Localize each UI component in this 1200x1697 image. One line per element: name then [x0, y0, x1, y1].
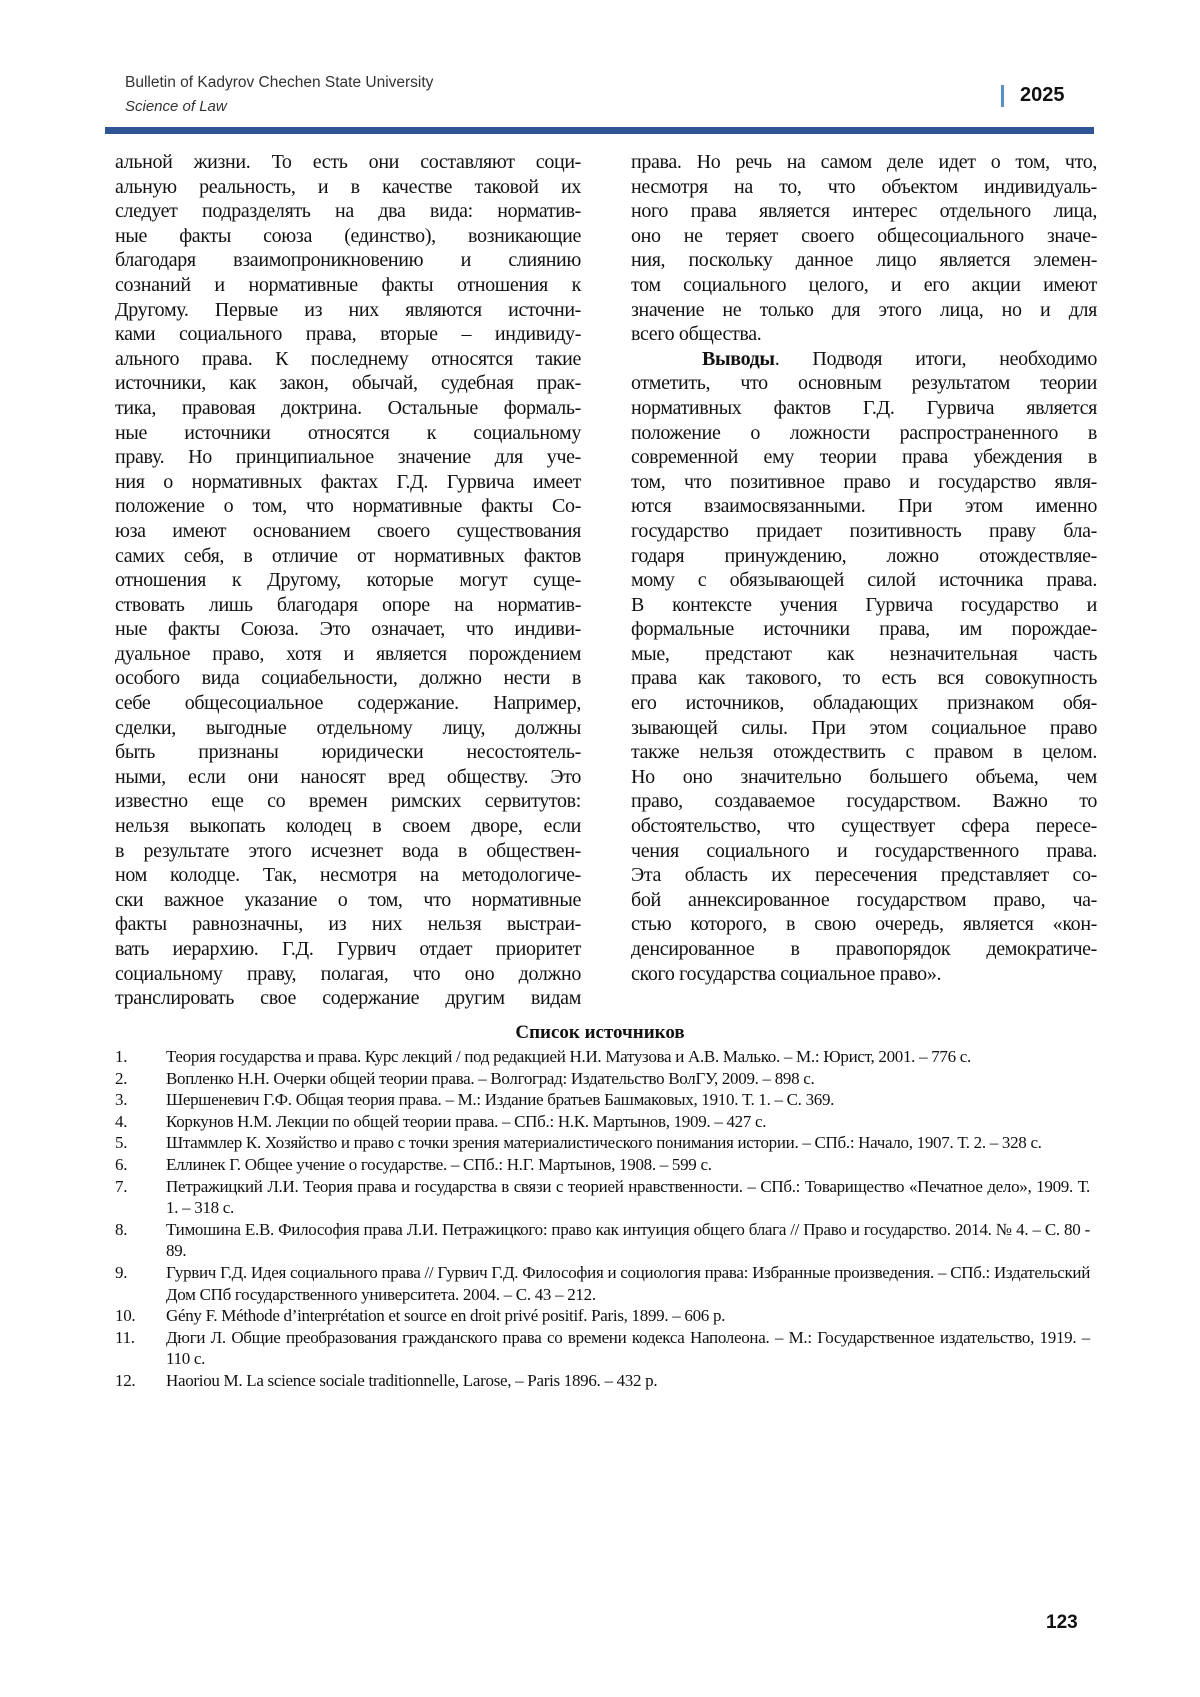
reference-number: 11. — [115, 1327, 166, 1370]
text-line: несмотря на то, что объектом индивидуаль- — [631, 175, 1097, 200]
text-line: ного права является интерес отдельного лица, — [631, 199, 1097, 224]
right-column — [631, 150, 1097, 986]
journal-year: 2025 — [1020, 84, 1065, 107]
text-line: ные источники относятся к социальному — [115, 421, 581, 446]
text-line: современной ему теории права убеждения в — [631, 445, 1097, 470]
text-line: денсированное в правопорядок демократиче- — [631, 937, 1097, 962]
text-line: следует подразделять на два вида: норматив- — [115, 199, 581, 224]
reference-number: 6. — [115, 1154, 166, 1176]
reference-item — [115, 1219, 1090, 1262]
text-line: себе общесоциальное содержание. Например, — [115, 691, 581, 716]
text-line: значение не только для этого лица, но и для — [631, 298, 1097, 323]
reference-item — [115, 1262, 1090, 1305]
reference-number: 10. — [115, 1305, 166, 1327]
text-line: Эта область их пересечения представляет со- — [631, 863, 1097, 888]
text-line: ными, если они наносят вред обществу. Это — [115, 765, 581, 790]
reference-number: 7. — [115, 1176, 166, 1219]
text-line: быть признаны юридически несостоятель- — [115, 740, 581, 765]
reference-item — [115, 1176, 1090, 1219]
references-list — [115, 1046, 1090, 1392]
text-line: государство придает позитивность праву бла- — [631, 519, 1097, 544]
reference-number: 1. — [115, 1046, 166, 1068]
text-line: вать иерархию. Г.Д. Гурвич отдает приоритет — [115, 937, 581, 962]
reference-text: Haoriou M. La science sociale traditionnelle, Larose, – Paris 1896. – 432 p. — [166, 1370, 1090, 1392]
text-line: том, что позитивное право и государство явля- — [631, 470, 1097, 495]
text-line: том социального целого, и его акции имеют — [631, 273, 1097, 298]
text-line: Другому. Первые из них являются источни- — [115, 298, 581, 323]
text-line: особого вида социабельности, должно нести в — [115, 666, 581, 691]
text-line: ные факты Союза. Это означает, что индиви- — [115, 617, 581, 642]
text-line: также нельзя отождествить с правом в целом. — [631, 740, 1097, 765]
reference-text: Еллинек Г. Общее учение о государстве. – СПб.: Н.Г. Мартынов, 1908. – 599 с. — [166, 1154, 1090, 1176]
text-line: мому с обязывающей силой источника права. — [631, 568, 1097, 593]
text-line: ния, поскольку данное лицо является элемен- — [631, 248, 1097, 273]
text-line: факты равнозначны, из них нельзя выстраи- — [115, 912, 581, 937]
text-line: в результате этого исчезнет вода в обществен- — [115, 839, 581, 864]
text-line: известно еще со времен римских сервитутов: — [115, 789, 581, 814]
header-bar — [105, 127, 1094, 134]
text-line: источники, как закон, обычай, судебная прак- — [115, 371, 581, 396]
reference-item — [115, 1305, 1090, 1327]
text-line: В контексте учения Гурвича государство и — [631, 593, 1097, 618]
text-line: социальному праву, полагая, что оно должно — [115, 962, 581, 987]
page-number: 123 — [1046, 1612, 1078, 1634]
reference-item — [115, 1327, 1090, 1370]
text-line: ствовать лишь благодаря опоре на норматив- — [115, 593, 581, 618]
reference-text: Gény F. Méthode d’interprétation et source en droit privé positif. Paris, 1899. – 606 p. — [166, 1305, 1090, 1327]
reference-item — [115, 1111, 1090, 1133]
conclusions-text: . Подводя итоги, необходимо — [775, 348, 1097, 370]
header-divider — [1001, 85, 1004, 107]
reference-number: 8. — [115, 1219, 166, 1262]
reference-item — [115, 1154, 1090, 1176]
reference-number: 4. — [115, 1111, 166, 1133]
text-line: годаря принуждению, ложно отождествляе- — [631, 544, 1097, 569]
text-line: отношения к Другому, которые могут суще- — [115, 568, 581, 593]
reference-text: Тимошина Е.В. Философия права Л.И. Петражицкого: право как интуиция общего блага // Право и государство. 2014. № 4. – С. 80 - 89. — [166, 1219, 1090, 1262]
text-line: обстоятельство, что существует сфера пересе- — [631, 814, 1097, 839]
references-title: Список источников — [0, 1022, 1200, 1044]
text-line: ски важное указание о том, что нормативные — [115, 888, 581, 913]
text-line: ются взаимосвязанными. При этом именно — [631, 494, 1097, 519]
text-line: право, создаваемое государством. Важно то — [631, 789, 1097, 814]
text-line: зывающей силы. При этом социальное право — [631, 716, 1097, 741]
text-line: сознаний и нормативные факты отношения к — [115, 273, 581, 298]
text-line: чения социального и государственного права. — [631, 839, 1097, 864]
left-column — [115, 150, 581, 1011]
text-line: ского государства социальное право». — [631, 962, 1097, 987]
text-line: ального права. К последнему относятся такие — [115, 347, 581, 372]
text-line: оно не теряет своего общесоциального значе- — [631, 224, 1097, 249]
reference-text: Вопленко Н.Н. Очерки общей теории права. – Волгоград: Издательство ВолГУ, 2009. – 898 с. — [166, 1068, 1090, 1090]
conclusions-label: Выводы — [702, 348, 775, 370]
text-line: праву. Но принципиальное значение для уче- — [115, 445, 581, 470]
text-line: нельзя выкопать колодец в своем дворе, если — [115, 814, 581, 839]
text-line: благодаря взаимопроникновению и слиянию — [115, 248, 581, 273]
reference-item — [115, 1046, 1090, 1068]
text-line: положение о том, что нормативные факты Со- — [115, 494, 581, 519]
text-line: нормативных фактов Г.Д. Гурвича является — [631, 396, 1097, 421]
text-line: стью которого, в свою очередь, является «кон- — [631, 912, 1097, 937]
conclusions-first-line — [631, 347, 1097, 372]
text-line: его источников, обладающих признаком обя- — [631, 691, 1097, 716]
reference-text: Шершеневич Г.Ф. Общая теория права. – М.: Издание братьев Башмаковых, 1910. Т. 1. – С. 369. — [166, 1089, 1090, 1111]
text-line: альную реальность, и в качестве таковой их — [115, 175, 581, 200]
text-line: Но оно значительно большего объема, чем — [631, 765, 1097, 790]
reference-text: Коркунов Н.М. Лекции по общей теории права. – СПб.: Н.К. Мартынов, 1909. – 427 с. — [166, 1111, 1090, 1133]
text-line: отметить, что основным результатом теории — [631, 371, 1097, 396]
text-line: ния о нормативных фактах Г.Д. Гурвича имеет — [115, 470, 581, 495]
text-line: бой аннексированное государством право, ча- — [631, 888, 1097, 913]
text-line: права. Но речь на самом деле идет о том, что, — [631, 150, 1097, 175]
reference-item — [115, 1132, 1090, 1154]
text-line: самих себя, в отличие от нормативных фактов — [115, 544, 581, 569]
journal-title: Bulletin of Kadyrov Chechen State University — [125, 74, 433, 92]
text-line: транслировать свое содержание другим видам — [115, 986, 581, 1011]
text-line: сделки, выгодные отдельному лицу, должны — [115, 716, 581, 741]
reference-number: 5. — [115, 1132, 166, 1154]
text-line: тика, правовая доктрина. Остальные формаль- — [115, 396, 581, 421]
reference-number: 3. — [115, 1089, 166, 1111]
text-line: альной жизни. То есть они составляют соци- — [115, 150, 581, 175]
reference-item — [115, 1089, 1090, 1111]
reference-text: Петражицкий Л.И. Теория права и государства в связи с теорией нравственности. – СПб.: Товарищество «Печатное дело», 1909. Т. 1. – 318 с. — [166, 1176, 1090, 1219]
text-line: ные факты союза (единство), возникающие — [115, 224, 581, 249]
reference-number: 9. — [115, 1262, 166, 1305]
text-line: ном колодце. Так, несмотря на методологиче- — [115, 863, 581, 888]
journal-section: Science of Law — [125, 98, 227, 115]
reference-number: 12. — [115, 1370, 166, 1392]
text-line: права как такового, то есть вся совокупность — [631, 666, 1097, 691]
text-line: положение о ложности распространенного в — [631, 421, 1097, 446]
reference-text: Штаммлер К. Хозяйство и право с точки зрения материалистического понимания истории. – СПб.: Начало, 1907. Т. 2. – 328 с. — [166, 1132, 1090, 1154]
text-line: формальные источники права, им порождае- — [631, 617, 1097, 642]
text-line: дуальное право, хотя и является порождением — [115, 642, 581, 667]
reference-text: Гурвич Г.Д. Идея социального права // Гурвич Г.Д. Философия и социология права: Избранные произведения. – СПб.: Издательский Дом СПб государственного университета. 2004. – С. 43 – 212. — [166, 1262, 1090, 1305]
reference-text: Дюги Л. Общие преобразования гражданского права со времени кодекса Наполеона. – М.: Государственное издательство, 1919. – 110 с. — [166, 1327, 1090, 1370]
text-line: всего общества. — [631, 322, 1097, 347]
reference-item — [115, 1370, 1090, 1392]
reference-text: Теория государства и права. Курс лекций / под редакцией Н.И. Матузова и А.В. Малько. – М.: Юрист, 2001. – 776 с. — [166, 1046, 1090, 1068]
text-line: ками социального права, вторые – индивиду- — [115, 322, 581, 347]
text-line: мые, предстают как незначительная часть — [631, 642, 1097, 667]
reference-number: 2. — [115, 1068, 166, 1090]
reference-item — [115, 1068, 1090, 1090]
text-line: юза имеют основанием своего существования — [115, 519, 581, 544]
